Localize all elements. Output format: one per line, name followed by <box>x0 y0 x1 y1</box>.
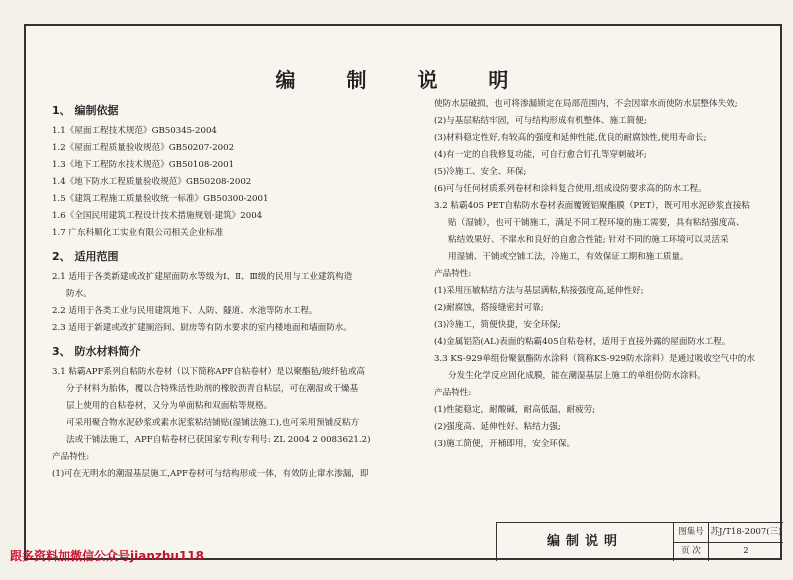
list-item: 1.5《建筑工程施工质量验收统一标准》GB50300-2001 <box>52 194 269 204</box>
list-item: (5)冷施工、安全、环保; <box>434 167 527 177</box>
page-title: 编 制 说 明 <box>275 68 531 92</box>
section-heading-materials: 3、 防水材料简介 <box>52 345 141 358</box>
list-item: (1)性能稳定，耐酸碱，耐高低温，耐疲劳; <box>434 405 596 415</box>
list-item: (3)施工简便，开桶即用，安全环保。 <box>434 439 576 449</box>
list-item: 粘结效果好、不窜水和良好的自愈合性能; 针对不同的施工环境可以灵活采 <box>448 235 729 245</box>
right-column <box>434 96 774 453</box>
list-item: (3)材料稳定性好,有较高的强度和延伸性能,优良的耐腐蚀性,使用寿命长; <box>434 133 707 143</box>
list-item: 分发生化学反应固化成膜，能在潮湿基层上施工的单组份防水涂料。 <box>448 371 706 381</box>
list-item: 法或干铺法施工，APF自粘卷材已获国家专利(专利号: ZL 2004 2 0083621.2) <box>66 435 371 445</box>
list-item: 1.4《地下防水工程质量验收规范》GB50208-2002 <box>52 177 252 187</box>
list-item: (4)金属铝箔(AL)表面的粘霸405自粘卷材，适用于直接外露的屋面防水工程。 <box>434 337 731 347</box>
list-item: 产品特性: <box>434 269 472 279</box>
section-heading-scope: 2、 适用范围 <box>52 250 119 263</box>
list-item: (2)与基层粘结牢固，可与结构形成有机整体、施工简便; <box>434 116 647 126</box>
list-item: 2.2 适用于各类工业与民用建筑地下、人防、隧道、水池等防水工程。 <box>52 306 318 316</box>
drawing-sheet <box>24 24 782 560</box>
page-number-row <box>674 542 783 561</box>
section-heading-basis: 1、 编制依据 <box>52 104 119 117</box>
list-item: 2.1 适用于各类新建或改扩建屋面防水等级为Ⅰ、Ⅱ、Ⅲ级的民用与工业建筑构造 <box>52 272 353 282</box>
title-block <box>496 522 783 561</box>
list-item: 1.1《屋面工程技术规范》GB50345-2004 <box>52 126 217 136</box>
list-item: 分子材料为胎体，覆以合特殊活性助剂的橡胶沥青自粘层，可在潮湿或干燥基 <box>66 384 359 394</box>
list-item: 层上使用的自粘卷材，又分为单面粘和双面粘等规格。 <box>66 401 273 411</box>
list-item: (2)耐腐蚀，搭接缝密封可靠; <box>434 303 544 313</box>
list-item: (6)可与任何材质系列卷材和涂料复合使用,组成设防要求高的防水工程。 <box>434 184 707 194</box>
list-item: 使防水层破损，也可将渗漏锁定在局部范围内，不会因窜水而使防水层整体失效; <box>434 99 738 109</box>
list-item: 2.3 适用于新建或改扩建厕浴间、厨房等有防水要求的室内楼地面和墙面防水。 <box>52 323 352 333</box>
list-item: 1.6《全国民用建筑工程设计技术措施规划·建筑》2004 <box>52 211 263 221</box>
list-item: 3.2 粘霸405 PET自粘防水卷材表面覆镀铝聚酯膜（PET），既可用水泥砂浆直接粘 <box>434 201 751 211</box>
list-item: 1.3《地下工程防水技术规范》GB50108-2001 <box>52 160 235 170</box>
atlas-number-label: 图集号 <box>674 523 709 542</box>
watermark-text: 跟多资料加微信公众号jianzhu118 <box>10 549 204 563</box>
list-item: 产品特性: <box>434 388 472 398</box>
list-item: 用湿铺、干铺或空铺工法，冷施工，有效保证工期和施工质量。 <box>448 252 689 262</box>
list-item: 贴（湿铺），也可干铺施工，满足不同工程环境的施工需要，具有粘结强度高、 <box>448 218 745 228</box>
list-item: (1)可在无明水的潮湿基层施工,APF卷材可与结构形成一体，有效防止窜水渗漏，即 <box>52 469 369 479</box>
list-item: 防水。 <box>66 289 92 299</box>
list-item: (3)冷施工，简便快捷，安全环保; <box>434 320 561 330</box>
list-item: (1)采用压敏粘结方法与基层满粘,粘接强度高,延伸性好; <box>434 286 644 296</box>
list-item: 3.3 KS-929单组份聚氨酯防水涂料（简称KS-929防水涂料）是通过吸收空气中的水 <box>434 354 755 364</box>
left-column <box>52 96 414 483</box>
title-block-name: 编制说明 <box>497 523 674 561</box>
list-item: 1.7 广东科顺化工实业有限公司相关企业标准 <box>52 228 224 238</box>
list-item: 3.1 粘霸APF系列自粘防水卷材（以下简称APF自粘卷材）是以聚酯毡/玻纤毡或高 <box>52 367 366 377</box>
atlas-number-value: 苏J/T18-2007(三) <box>710 527 782 537</box>
list-item: (4)有一定的自我修复功能，可自行愈合钉孔等穿刺破坏; <box>434 150 647 160</box>
list-item: 可采用聚合物水泥砂浆或素水泥浆粘结铺贴(湿铺法施工),也可采用预铺反粘方 <box>66 418 360 428</box>
list-item: 产品特性: <box>52 452 90 462</box>
list-item: (2)强度高、延伸性好、粘结力强; <box>434 422 561 432</box>
page-number-label: 页 次 <box>674 542 709 561</box>
list-item: 1.2《屋面工程质量验收规范》GB50207-2002 <box>52 143 235 153</box>
atlas-number-row <box>674 523 783 543</box>
page-number-value: 2 <box>743 546 749 556</box>
